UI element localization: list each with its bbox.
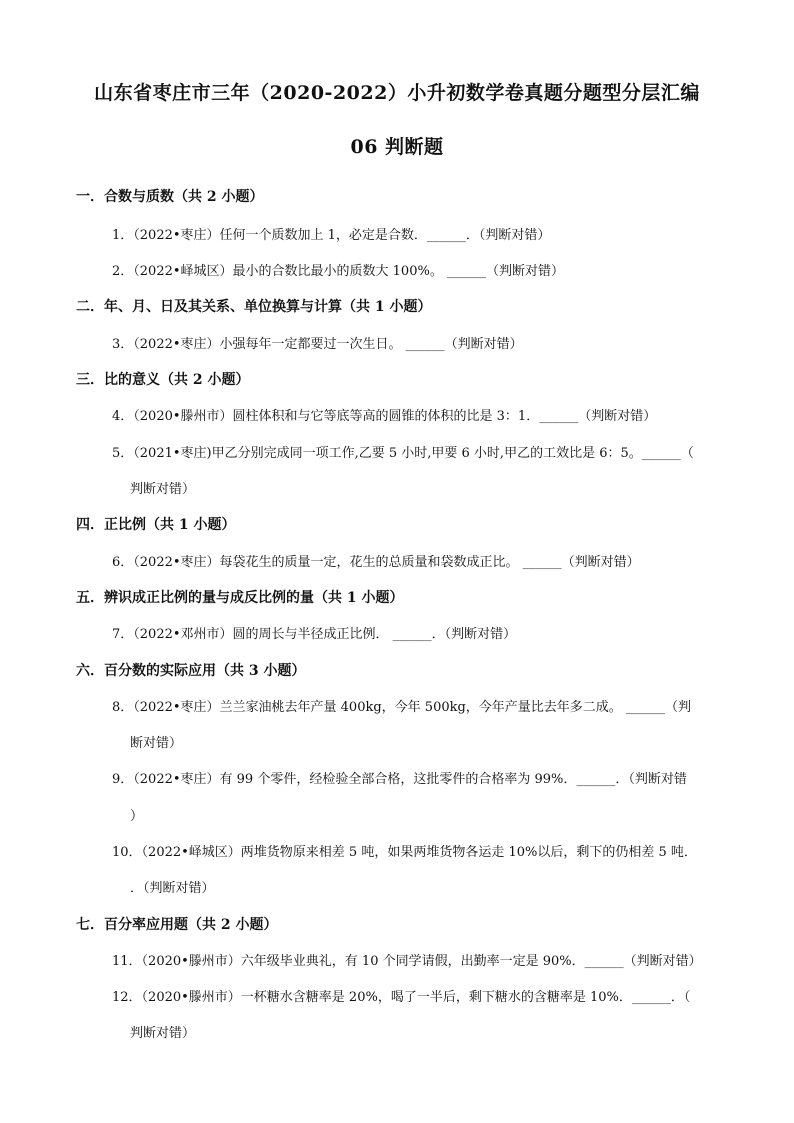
question-item: 8．（2022•枣庄）兰兰家油桃去年产量 400kg，今年 500kg，今年产量比去年多二成。 ______（判 [112, 700, 691, 715]
section-heading: 三．比的意义（共 2 小题） [76, 372, 250, 388]
question-continuation: ） [130, 809, 144, 824]
document-title: 山东省枣庄市三年（2020-2022）小升初数学卷真题分题型分层汇编 [94, 82, 700, 104]
section-heading: 四．正比例（共 1 小题） [76, 517, 236, 533]
document-subtitle: 06 判断题 [350, 136, 444, 158]
question-continuation: ．（判断对错） [130, 881, 215, 896]
section-heading: 七．百分率应用题（共 2 小题） [76, 917, 278, 933]
section-heading: 五．辨识成正比例的量与成反比例的量（共 1 小题） [76, 590, 404, 606]
question-item: 7．（2022•邓州市）圆的周长与半径成正比例． ______．（判断对错） [112, 627, 517, 642]
question-continuation: 判断对错） [130, 482, 196, 497]
section-heading: 一．合数与质数（共 2 小题） [76, 189, 264, 205]
question-item: 4．（2020•滕州市）圆柱体积和与它等底等高的圆锥的体积的比是 3：1．______（判断对错） [112, 409, 657, 424]
question-item: 6．（2022•枣庄）每袋花生的质量一定，花生的总质量和袋数成正比。 ______（判断对错） [112, 555, 640, 570]
question-item: 5．（2021•枣庄)甲乙分别完成同一项工作,乙要 5 小时,甲要 6 小时,甲乙的工效比是 6：5。______（ [112, 446, 694, 461]
section-heading: 二．年、月、日及其关系、单位换算与计算（共 1 小题） [76, 299, 432, 315]
question-item: 11．（2020•滕州市）六年级毕业典礼，有 10 个同学请假，出勤率一定是 90%．______（判断对错） [112, 954, 702, 969]
question-item: 12．（2020•滕州市）一杯糖水含糖率是 20%，喝了一半后，剩下糖水的含糖率是 10%．______．（ [112, 990, 691, 1005]
question-item: 10．（2022•峄城区）两堆货物原来相差 5 吨，如果两堆货物各运走 10%以后，剩下的仍相差 5 吨． [112, 845, 697, 860]
question-item: 1．（2022•枣庄）任何一个质数加上 1，必定是合数．______．（判断对错） [112, 228, 551, 243]
question-item: 9．（2022•枣庄）有 99 个零件，经检验全部合格，这批零件的合格率为 99%．______．（判断对错 [112, 772, 687, 787]
question-item: 2．（2022•峄城区）最小的合数比最小的质数大 100%。 ______（判断对错） [112, 264, 564, 279]
question-item: 3．（2022•枣庄）小强每年一定都要过一次生日。 ______（判断对错） [112, 337, 523, 352]
section-heading: 六．百分数的实际应用（共 3 小题） [76, 663, 306, 679]
question-continuation: 断对错） [130, 736, 183, 751]
question-continuation: 判断对错） [130, 1026, 196, 1041]
